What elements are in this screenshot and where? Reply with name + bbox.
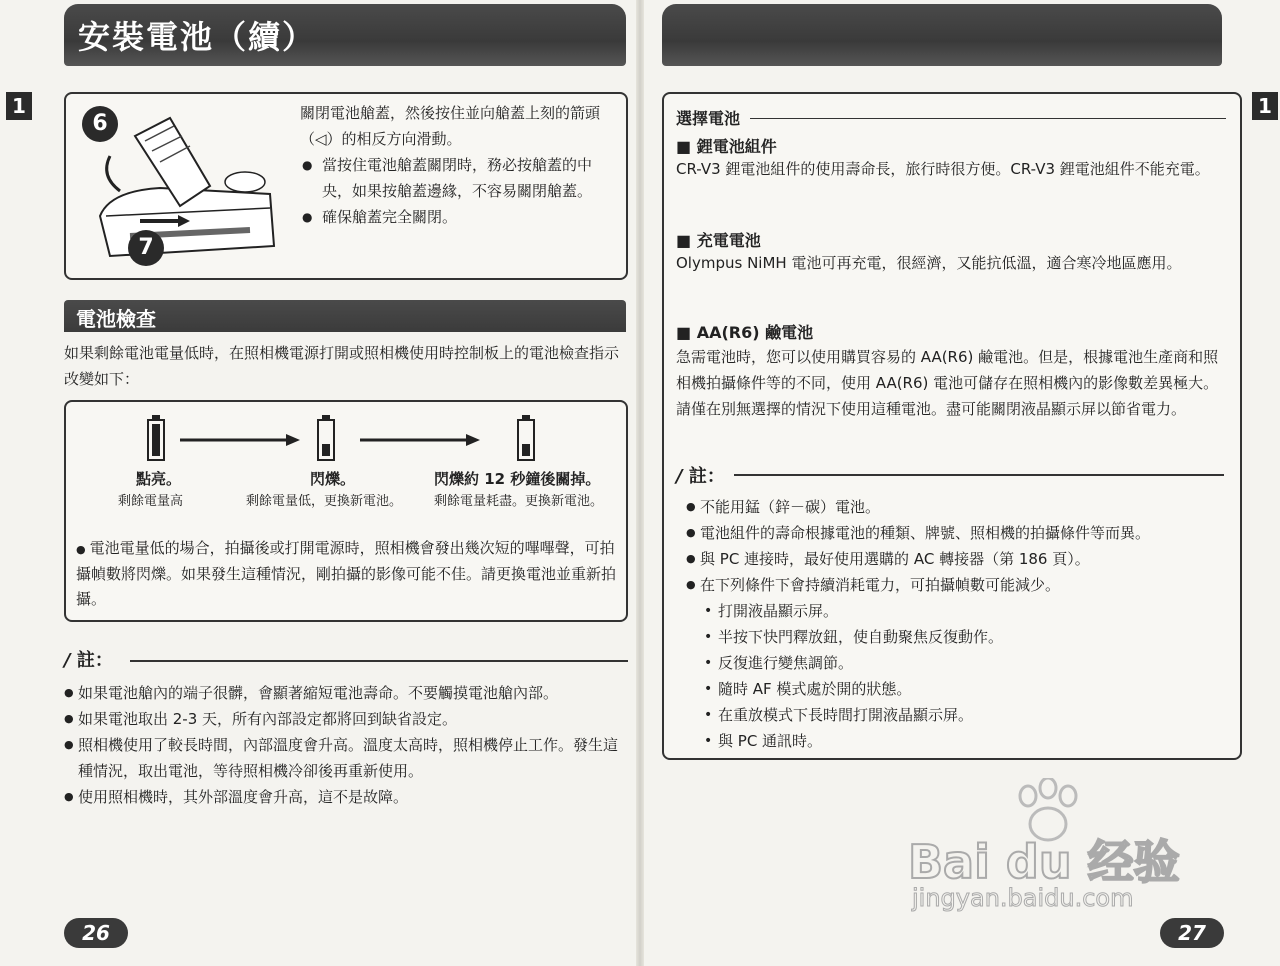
note-item: ● 電池組件的壽命根據電池的種類、牌號、照相機的拍攝條件等而異。 [686, 520, 1226, 546]
title-divider [750, 118, 1226, 119]
note-item: ● 與 PC 連接時，最好使用選購的 AC 轉接器（第 186 頁）。 [686, 546, 1226, 572]
step-bullet: ● 當按住電池艙蓋關閉時，務必按艙蓋的中央，如果按艙蓋邊緣，不容易關閉艙蓋。 [322, 152, 620, 204]
lithium-title: ■ 鋰電池組件 [676, 137, 777, 156]
page-header [662, 4, 1222, 66]
step-text: 關閉電池艙蓋，然後按住並向艙蓋上刻的箭頭（◁）的相反方向滑動。 [300, 104, 601, 148]
watermark-logo: Bai du 经验 [908, 835, 1180, 889]
state-label: 閃爍約 12 秒鐘後關掉。 [434, 470, 601, 488]
page-title: 安裝電池（續） [78, 18, 317, 56]
step-badge-7: 7 [128, 230, 164, 266]
note-list [64, 680, 630, 810]
note-item: ● 照相機使用了較長時間，內部溫度會升高。溫度太高時，照相機停止工作。發生這種情況，取出電池，等待照相機冷卻後再重新使用。 [64, 732, 630, 784]
aa-title: ■ AA(R6) 鹼電池 [676, 323, 814, 342]
right-page [640, 0, 1280, 966]
lithium-text: CR-V3 鋰電池組件的使用壽命長，旅行時很方便。CR-V3 鋰電池組件不能充電。 [676, 160, 1210, 178]
arrow-icon [180, 434, 300, 446]
intro-paragraph: 如果剩餘電池電量低時，在照相機電源打開或照相機使用時控制板上的電池檢查指示改變如下： [64, 344, 620, 388]
sub-note-item: • 隨時 AF 模式處於開的狀態。 [704, 676, 1224, 702]
battery-selection-box [662, 92, 1242, 760]
state-label: 閃爍。 [310, 470, 356, 488]
state-desc: 剩餘電量高 [118, 494, 184, 509]
select-title: 選擇電池 [676, 109, 741, 128]
rechargeable-title: ■ 充電電池 [676, 231, 761, 250]
chapter-tab: 1 [6, 92, 32, 120]
pencil-icon: / [676, 466, 683, 487]
page-number: 27 [1160, 918, 1224, 948]
step-instructions [300, 100, 620, 230]
state-label: 點亮。 [136, 470, 182, 488]
note-item: ● 如果電池艙內的端子很髒，會顯著縮短電池壽命。不要觸摸電池艙內部。 [64, 680, 630, 706]
chapter-tab: 1 [1252, 92, 1278, 120]
battery-icon-low [318, 415, 334, 460]
page-number: 26 [64, 918, 128, 948]
page-header [64, 4, 626, 66]
step-badge-6: 6 [82, 106, 118, 142]
watermark [908, 778, 1228, 918]
sub-note-list [704, 598, 1224, 754]
sub-note-item: • 打開液晶顯示屏。 [704, 598, 1224, 624]
sub-note-item: • 與 PC 通訊時。 [704, 728, 1224, 754]
step-box [64, 92, 628, 280]
section-title: 電池檢查 [76, 307, 156, 331]
battery-indicator-diagram [136, 410, 656, 470]
battery-note-text: 電池電量低的場合，拍攝後或打開電源時，照相機會發出幾次短的嗶嗶聲，可拍攝幀數將閃爍。如果發生這種情況，剛拍攝的影像可能不佳。請更換電池並重新拍攝。 [76, 539, 617, 608]
state-desc: 剩餘電量耗盡。更換新電池。 [434, 494, 604, 509]
arrow-icon [360, 434, 480, 446]
aa-text: 急需電池時，您可以使用購買容易的 AA(R6) 鹼電池。但是，根據電池生產商和照相機拍攝條件等的不同，使用 AA(R6) 電池可儲存在照相機內的影像數差異極大。請僅在別無選擇的情況下使用這種電池。盡可能關閉液晶顯示屏以節省電力。 [676, 348, 1219, 418]
battery-icon-full [148, 415, 164, 460]
sub-note-item: • 半按下快門釋放鈕，使自動聚焦反復動作。 [704, 624, 1224, 650]
note-heading: / 註： [64, 650, 113, 671]
battery-note: ● 電池電量低的場合，拍攝後或打開電源時，照相機會發出幾次短的嗶嗶聲，可拍攝幀數將閃爍。如果發生這種情況，剛拍攝的影像可能不佳。請更換電池並重新拍攝。 [76, 539, 617, 608]
rechargeable-text: Olympus NiMH 電池可再充電，很經濟，又能抗低溫，適合寒冷地區應用。 [676, 254, 1182, 272]
note-item: ● 在下列條件下會持續消耗電力，可拍攝幀數可能減少。 [686, 572, 1226, 598]
section-header [64, 300, 626, 332]
note-list [686, 494, 1226, 598]
battery-indicator-box [64, 400, 628, 622]
note-item: ● 使用照相機時，其外部溫度會升高，這不是故障。 [64, 784, 630, 810]
note-item: ● 如果電池取出 2-3 天，所有內部設定都將回到缺省設定。 [64, 706, 630, 732]
note-item: ● 不能用錳（鋅－碳）電池。 [686, 494, 1226, 520]
note-divider [130, 660, 628, 662]
sub-note-item: • 在重放模式下長時間打開液晶顯示屏。 [704, 702, 1224, 728]
step-bullet: ● 確保艙蓋完全關閉。 [322, 204, 620, 230]
note-divider [734, 474, 1224, 476]
battery-icon-empty [518, 415, 534, 460]
state-desc: 剩餘電量低，更換新電池。 [246, 494, 403, 509]
pencil-icon: / [64, 650, 71, 671]
watermark-url: jingyan.baidu.com [912, 884, 1134, 912]
note-heading: / 註： [676, 466, 725, 487]
sub-note-item: • 反復進行變焦調節。 [704, 650, 1224, 676]
